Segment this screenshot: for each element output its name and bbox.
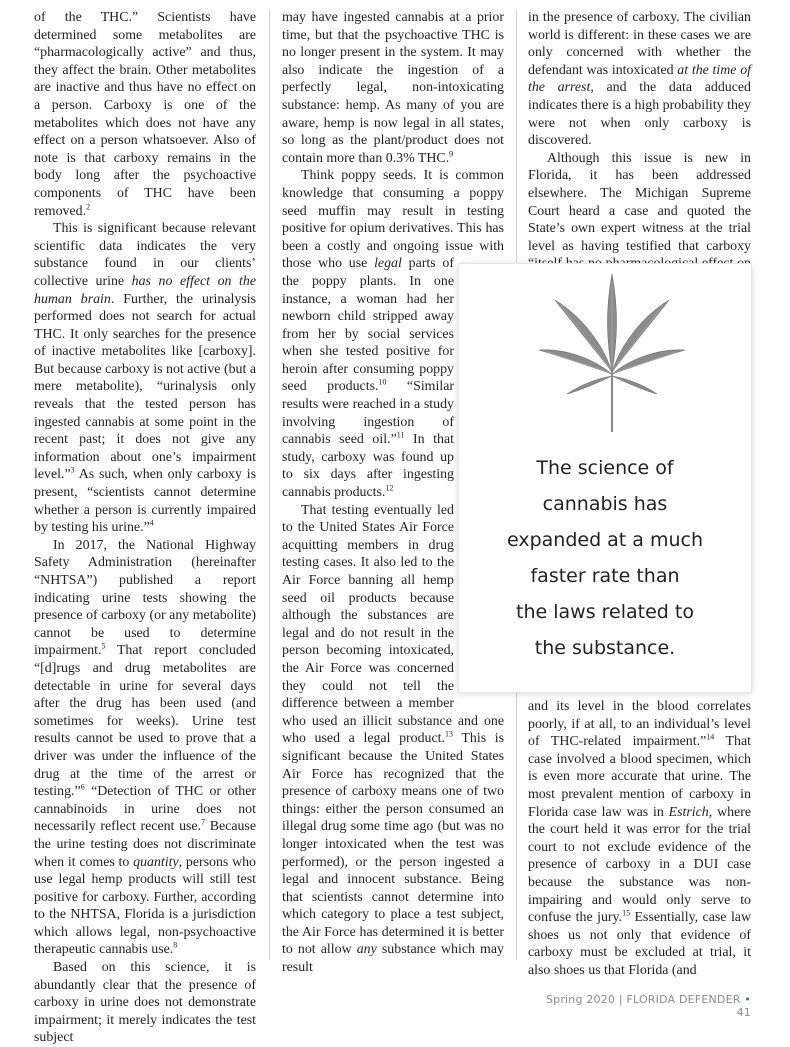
footnote-ref: 14 <box>706 732 715 742</box>
footnote-ref: 4 <box>149 518 154 528</box>
paragraph: in the presence of carboxy. The civilian world is different: in these cases we are only concerned with whether the defendant was intoxicated at the time of the arrest, and the data adduced indicates there is a high probability they were not when only carboxy is discovered. <box>528 10 751 149</box>
footnote-ref: 6 <box>80 782 85 792</box>
paragraph: That testing eventually led to the United States Air Force acquitting members in drug testing cases. It also led to the Air Force banning all hemp seed oil products because although the substances are legal and do not result in the person becoming intoxicated, the Air Force was concerned they could not tell the difference between a member who used an illicit substance and one who used a legal product.$^{13}$ This is significant because the United States Air Force has recognized that the presence of carboxy means one of two things: either the person consumed an illegal drug some time ago (but was no longer intoxicated when the test was performed), or the person ingested a legal and innocent substance. Being that scientists cannot determine into which category to place a test subject, the Air Force has determined it is better to not allow any substance which may result <box>282 502 505 976</box>
paragraph: Think poppy seeds. It is common knowledge that consuming a poppy seed muffin may result in testing positive for opium derivatives. This has been a costly and ongoing issue with those who use legal parts of the poppy plants. In one instance, a woman had her newborn child stripped away from her by social services when she tested positive for heroin after consuming poppy seed products.$^{10}$ “Similar results were reached in a study involving ingestion of cannabis seed oil.”$^{11}$ In that study, carboxy was found up to six days after ingesting cannabis products.$^{12}$ <box>282 168 504 501</box>
footnote-ref: 13 <box>445 729 454 739</box>
pull-quote-line: The science of <box>536 457 674 479</box>
paragraph: of the THC.” Scientists have determined some metabolites are “pharmacologically active” and thus, they affect the brain. Other metabolites are inactive and thus have no effect on a person. Carboxy is one of the metabolites which does not have any effect on a person whatsoever. Also of note is that carboxy remains in the body long after the psychoactive components of THC have been removed.$^2$ <box>34 10 256 219</box>
cannabis-leaf-icon <box>537 272 687 437</box>
footnote-ref: 3 <box>70 465 75 475</box>
paragraph: may have ingested cannabis at a prior time, but that the psychoactive THC is no longer present in the system. It may also indicate the ingestion of a perfectly legal, non-intoxicating substance: hemp. As many of you are aware, hemp is now legal in all states, so long as the plant/product does not contain more than 0.3% THC.$^9$ <box>282 10 504 166</box>
pull-quote-line: the substance. <box>534 637 676 659</box>
paragraph: In 2017, the National Highway Safety Administration (hereinafter “NHTSA”) published a report indicating urine tests showing the presence of carboxy (or any metabolite) cannot be used to determine impairment.$^5$ That report concluded “[d]rugs and drug metabolites are detectable in urine for several days after the drug has been used (and sometimes for weeks). Urine test results cannot be used to prove that a driver was under the influence of the drug at the time of the arrest or testing.”$^6$ “Detection of THC or other cannabinoids in urine does not necessarily reflect recent use.$^7$ Because the urine testing does not discriminate when it comes to quantity, persons who use legal hemp products will still test positive for carboxy. Further, according to the NHTSA, Florida is a jurisdiction which allows legal, non-psychoactive therapeutic cannabis use.$^8$ <box>34 537 256 958</box>
footer-bullet: • <box>744 993 751 1006</box>
pull-quote-text <box>459 450 751 666</box>
pull-quote-line: expanded at a much <box>506 529 704 551</box>
footnote-ref: 12 <box>385 483 394 493</box>
footnote-ref: 11 <box>396 430 405 440</box>
column-1 <box>34 9 256 1047</box>
publication-name: FLORIDA DEFENDER <box>626 993 741 1006</box>
pull-quote-line: faster rate than <box>530 565 680 587</box>
footnote-ref: 5 <box>101 641 106 651</box>
paragraph: This is significant because relevant scientific data indicates the very substance found in our clients’ collective urine has no effect on the human brain. Further, the urinalysis performed does not search for actual THC. It only searches for the presence of inactive metabolites like [carboxy]. But because carboxy is not active (but a mere metabolite), “urinalysis only reveals that the tested person has ingested cannabis at some point in the recent past; it does not give any information about one’s impairment level.”$^3$ As such, when only carboxy is present, “scientists cannot determine whether a person is currently impaired by testing his urine.”$^4$ <box>34 221 257 536</box>
pull-quote-line: cannabis has <box>542 493 668 515</box>
footnote-ref: 2 <box>86 201 91 211</box>
column-divider <box>269 10 270 960</box>
footnote-ref: 8 <box>173 940 178 950</box>
column-3-top <box>528 9 751 291</box>
paragraph: Based on this science, it is abundantly clear that the presence of carboxy in urine does not demonstrate impairment; it merely indicates the test subject <box>34 960 256 1046</box>
footnote-ref: 7 <box>201 817 206 827</box>
footnote-ref: 15 <box>622 908 631 918</box>
footnote-ref: 9 <box>449 149 454 159</box>
column-3-bottom <box>528 698 751 980</box>
pull-quote-box <box>459 264 751 692</box>
footnote-ref: 10 <box>378 377 387 387</box>
footer-separator: | <box>618 993 623 1006</box>
issue-date: Spring 2020 <box>545 993 616 1006</box>
paragraph: and its level in the blood correlates poorly, if at all, to an individual’s level of THC-related impairment.”$^{14}$ That case involved a blood specimen, which is even more accurate that urine. The most prevalent mention of carboxy in Florida case law was in Estrich, where the court held it was error for the trial court to not exclude evidence of the presence of carboxy in a DUI case because the substance was non-impairing and would only serve to confuse the jury.$^{15}$ Essentially, case law shoes us not only that evidence of carboxy must be excluded at trial, it also shoes us that Florida (and <box>528 699 751 978</box>
pull-quote-line: the laws related to <box>516 601 694 623</box>
paragraph: Although this issue is new in Florida, it has been addressed elsewhere. The Michigan Supreme Court heard a case and quoted the State’s own expert witness at the trial level as having testified that carboxy <box>528 150 751 254</box>
page-footer <box>539 993 751 1019</box>
page-number: 41 <box>736 1006 751 1019</box>
